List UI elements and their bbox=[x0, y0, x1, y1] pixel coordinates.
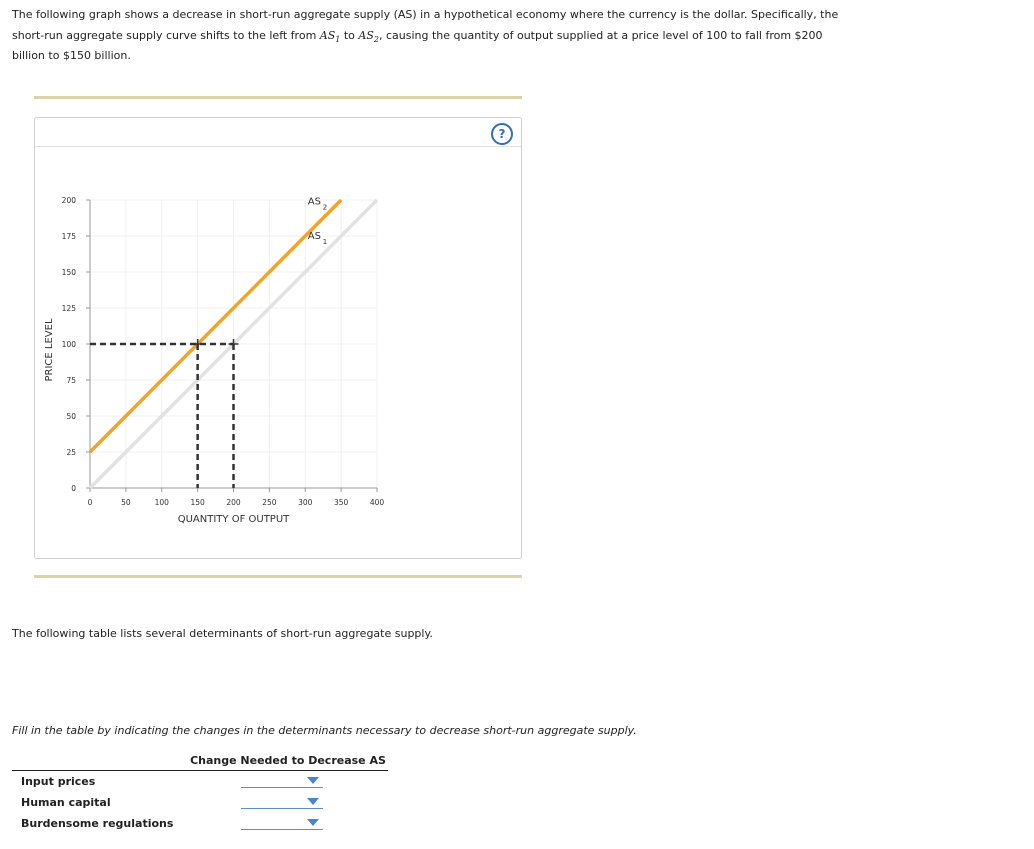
row-label-burdensome-regulations: Burdensome regulations bbox=[21, 817, 174, 830]
dropdown-arrow-icon bbox=[307, 819, 319, 826]
y-tick-label: 200 bbox=[61, 196, 76, 205]
y-tick-label: 175 bbox=[61, 232, 76, 241]
divider-top bbox=[34, 96, 522, 99]
as1-symbol bbox=[320, 29, 341, 42]
y-tick-label: 0 bbox=[71, 484, 76, 493]
y-tick-label: 75 bbox=[66, 376, 76, 385]
y-tick-label: 100 bbox=[61, 340, 76, 349]
y-tick-label: 50 bbox=[66, 412, 76, 421]
dropdown-burdensome-regulations[interactable] bbox=[241, 816, 323, 830]
x-tick-label: 200 bbox=[226, 498, 241, 507]
y-tick-label: 125 bbox=[61, 304, 76, 313]
row-label-input-prices: Input prices bbox=[21, 775, 96, 788]
x-tick-label: 350 bbox=[333, 498, 349, 507]
intro-line-1: The following graph shows a decrease in short-run aggregate supply (AS) in a hypothetical economy where the currency is the dollar. Specifically, the bbox=[12, 8, 839, 21]
x-tick-label: 50 bbox=[121, 498, 131, 507]
y-tick-label: 150 bbox=[61, 268, 76, 277]
curve-label-sub: 1 bbox=[322, 237, 328, 246]
x-tick-label: 0 bbox=[87, 498, 93, 507]
intro-line-3: billion to $150 billion. bbox=[12, 49, 131, 62]
intro-line-2-start: short-run aggregate supply curve shifts to the left from bbox=[12, 28, 320, 42]
curve-label-as1: AS bbox=[307, 230, 321, 242]
row-label-human-capital: Human capital bbox=[21, 796, 111, 809]
intro-paragraph bbox=[12, 5, 1012, 67]
x-tick-label: 150 bbox=[190, 498, 205, 507]
as1-symbol-text: AS bbox=[319, 28, 336, 42]
table-intro-text: The following table lists several determinants of short-run aggregate supply. bbox=[12, 627, 433, 640]
table-header-rule bbox=[12, 770, 388, 771]
graph-panel bbox=[34, 117, 522, 559]
as2-symbol bbox=[358, 29, 379, 42]
table-header: Change Needed to Decrease AS bbox=[190, 754, 386, 767]
dropdown-arrow-icon bbox=[307, 777, 319, 784]
series-line-as2 bbox=[90, 200, 341, 452]
divider-bottom bbox=[34, 575, 522, 578]
as2-symbol-text: AS bbox=[358, 28, 374, 42]
as2-symbol-sub: 2 bbox=[373, 34, 379, 44]
intro-line-2-to: to bbox=[340, 28, 359, 42]
intro-line-2 bbox=[12, 26, 1012, 47]
dropdown-input-prices[interactable] bbox=[241, 774, 323, 788]
as1-symbol-sub: 1 bbox=[335, 34, 341, 44]
intro-line-2-end: , causing the quantity of output supplied at a price level of 100 to fall from $200 bbox=[378, 28, 823, 42]
curve-label-sub: 2 bbox=[322, 203, 328, 212]
x-axis-title: QUANTITY OF OUTPUT bbox=[177, 514, 290, 525]
x-tick-label: 300 bbox=[298, 498, 313, 507]
x-tick-label: 100 bbox=[154, 498, 169, 507]
y-axis-title: PRICE LEVEL bbox=[44, 318, 55, 382]
x-tick-label: 250 bbox=[262, 498, 277, 507]
y-tick-label: 25 bbox=[66, 448, 76, 457]
dropdown-human-capital[interactable] bbox=[241, 795, 323, 809]
x-tick-label: 400 bbox=[369, 498, 385, 507]
help-icon[interactable]: ? bbox=[491, 123, 513, 145]
instruction-text: Fill in the table by indicating the changes in the determinants necessary to decrease short-run aggregate supply. bbox=[12, 724, 637, 737]
curve-label-as2: AS bbox=[307, 196, 321, 208]
dropdown-arrow-icon bbox=[307, 798, 319, 805]
as-chart bbox=[35, 118, 521, 558]
